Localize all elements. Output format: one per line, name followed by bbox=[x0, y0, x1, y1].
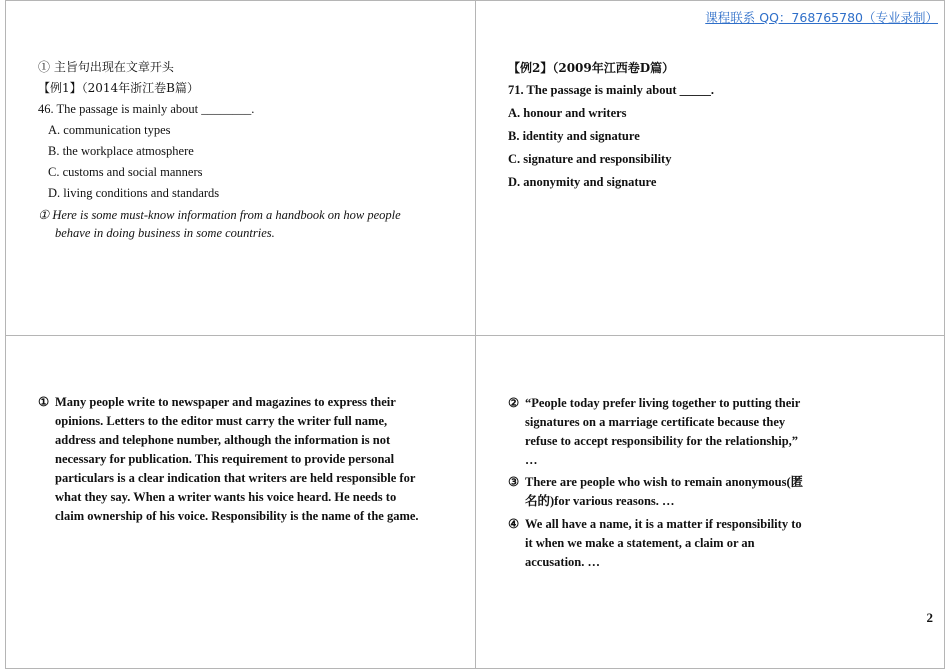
horizontal-divider bbox=[5, 335, 945, 336]
paragraph-number: ② bbox=[508, 396, 520, 410]
passage-line: signatures on a marriage certificate because they bbox=[525, 415, 786, 429]
answer-sentence-line-2: behave in doing business in some countries. bbox=[55, 226, 275, 240]
passage-paragraph-1 bbox=[38, 393, 468, 526]
passage-line: … bbox=[525, 453, 538, 467]
passage-line: necessary for publication. This requirement to provide personal bbox=[55, 452, 395, 466]
passage-line: opinions. Letters to the editor must carry the writer full name, bbox=[55, 414, 388, 428]
paragraph-number: ① bbox=[38, 395, 50, 409]
watermark-link[interactable]: 课程联系 QQ：768765780（专业录制） bbox=[705, 10, 938, 25]
passage-line: particulars is a clear indication that writers are held responsible for bbox=[55, 471, 416, 485]
passage-line: 名的)for various reasons. … bbox=[525, 494, 675, 508]
option-a: A. honour and writers bbox=[508, 106, 627, 120]
paragraph-number: ③ bbox=[508, 475, 520, 489]
passage-line: accusation. … bbox=[525, 555, 600, 569]
option-c: C. customs and social manners bbox=[48, 165, 203, 179]
option-b: B. identity and signature bbox=[508, 129, 640, 143]
passage-line: There are people who wish to remain anonymous(匿 bbox=[525, 475, 804, 489]
topic-sentence-heading: ① 主旨句出现在文章开头 bbox=[38, 60, 174, 74]
passage-paragraph-4 bbox=[508, 515, 838, 572]
passage-line: it when we make a statement, a claim or an bbox=[525, 536, 755, 550]
passage-line: “People today prefer living together to putting their bbox=[525, 396, 801, 410]
passage-line: Many people write to newspaper and magazines to express their bbox=[55, 395, 396, 409]
example-2-label: 【例2】（2009年江西卷D篇） bbox=[508, 61, 675, 75]
example-1-label: 【例1】（2014年浙江卷B篇） bbox=[38, 81, 199, 95]
passage-paragraph-3 bbox=[508, 473, 838, 511]
passage-line: address and telephone number, although the information is not bbox=[55, 433, 391, 447]
passage-line: refuse to accept responsibility for the relationship,” bbox=[525, 434, 799, 448]
passage-line: claim ownership of his voice. Responsibility is the name of the game. bbox=[55, 509, 419, 523]
option-d: D. living conditions and standards bbox=[48, 186, 220, 200]
question-71: 71. The passage is mainly about _____. bbox=[508, 83, 715, 97]
paragraph-number: ④ bbox=[508, 517, 520, 531]
passage-line: We all have a name, it is a matter if responsibility to bbox=[525, 517, 802, 531]
answer-sentence-line-1: ① Here is some must-know information from a handbook on how people bbox=[38, 208, 401, 222]
option-c: C. signature and responsibility bbox=[508, 152, 672, 166]
passage-paragraph-2 bbox=[508, 394, 838, 470]
passage-line: what they say. When a writer wants his voice heard. He needs to bbox=[55, 490, 397, 504]
option-d: D. anonymity and signature bbox=[508, 175, 657, 189]
option-a: A. communication types bbox=[48, 123, 171, 137]
page-number: 2 bbox=[926, 610, 933, 625]
question-46: 46. The passage is mainly about ________. bbox=[38, 102, 255, 116]
option-b: B. the workplace atmosphere bbox=[48, 144, 194, 158]
